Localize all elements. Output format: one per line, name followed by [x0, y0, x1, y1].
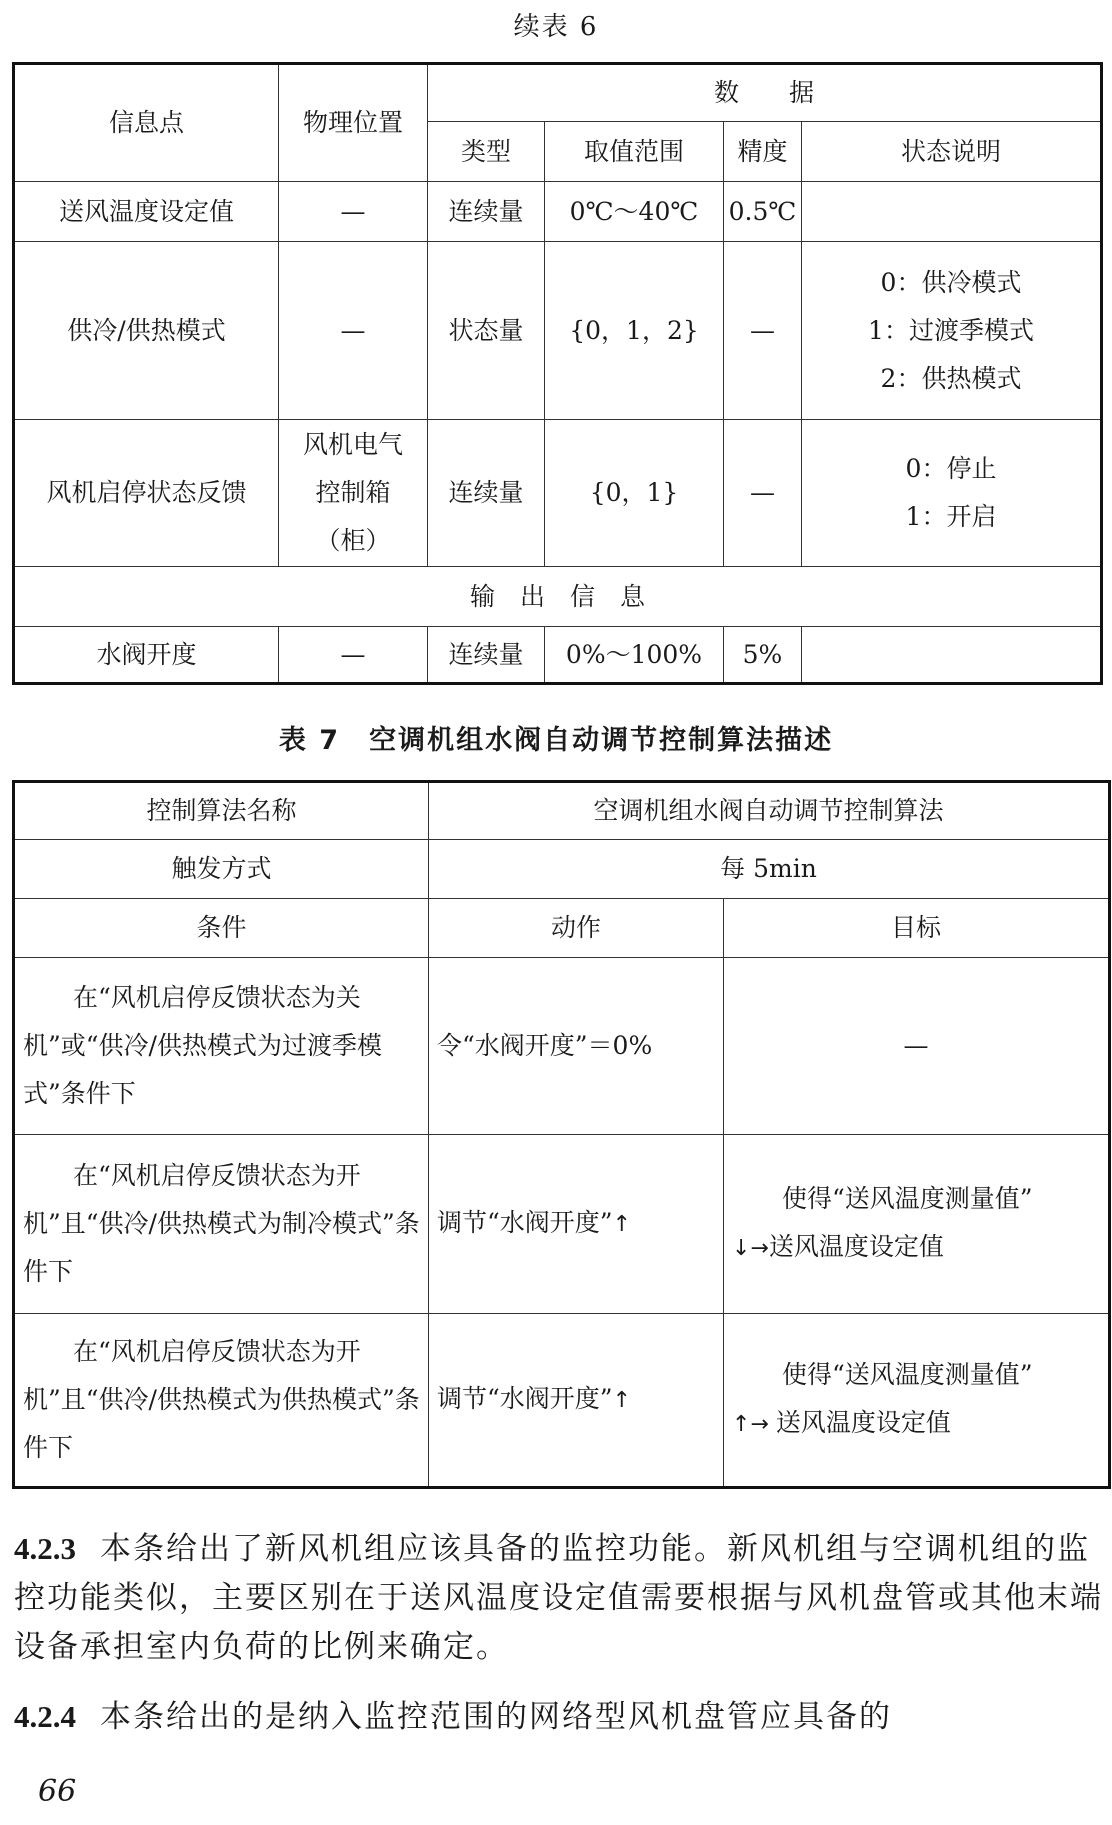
cell-precision: 5% — [724, 627, 802, 684]
clause-number: 4.2.3 — [14, 1531, 76, 1566]
status-line: 0：停止 — [905, 454, 997, 483]
location-line: 控制箱 — [315, 478, 391, 507]
cell-action — [429, 1135, 724, 1314]
cell-target — [724, 1314, 1110, 1488]
cell-info-point: 供冷/供热模式 — [14, 242, 279, 420]
status-line: 0：供冷模式 — [880, 267, 1022, 297]
cell-range: {0，1，2} — [545, 242, 724, 420]
status-line: 1：开启 — [905, 502, 997, 531]
cell-condition: 在“风机启停反馈状态为开机”且“供冷/供热模式为制冷模式”条件下 — [14, 1135, 429, 1314]
arrow-up-right-icon: ↑→ — [732, 1412, 776, 1437]
cell-target: — — [724, 958, 1110, 1135]
target-line: 送风温度设定值 — [775, 1408, 951, 1437]
cell-status — [802, 627, 1102, 684]
target-line: 送风温度设定值 — [768, 1232, 944, 1261]
target-line: 使得“送风温度测量值” — [782, 1360, 1033, 1389]
paragraph-4-2-4 — [14, 1692, 1104, 1742]
table-row — [14, 627, 1102, 684]
cell-info-point: 风机启停状态反馈 — [14, 420, 279, 567]
cell-action: 令“水阀开度”＝0% — [429, 958, 724, 1135]
cell-location — [279, 420, 428, 567]
cell-location: — — [279, 182, 428, 242]
header-condition: 条件 — [14, 899, 429, 958]
cell-precision: — — [724, 242, 802, 420]
cell-status — [802, 182, 1102, 242]
header-data-group: 数 据 — [428, 64, 1102, 122]
status-line: 1：过渡季模式 — [868, 315, 1034, 345]
cell-condition: 在“风机启停反馈状态为关机”或“供冷/供热模式为过渡季模式”条件下 — [14, 958, 429, 1135]
arrow-up-icon: ↑ — [612, 1212, 631, 1237]
table-row — [14, 958, 1110, 1135]
action-text: 调节“水阀开度” — [437, 1208, 613, 1237]
table-7 — [12, 780, 1111, 1489]
cell-location: — — [279, 242, 428, 420]
cell-location: — — [279, 627, 428, 684]
cell-type: 状态量 — [428, 242, 545, 420]
cell-type: 连续量 — [428, 182, 545, 242]
header-action: 动作 — [429, 899, 724, 958]
location-line: （柜） — [315, 526, 391, 555]
cell-range: 0℃～40℃ — [545, 182, 724, 242]
table-row — [14, 1135, 1110, 1314]
header-info-point: 信息点 — [14, 64, 279, 182]
action-text: 调节“水阀开度” — [437, 1384, 613, 1413]
cell-precision: — — [724, 420, 802, 567]
header-status-desc: 状态说明 — [802, 122, 1102, 182]
cell-type: 连续量 — [428, 420, 545, 567]
trigger-label: 触发方式 — [14, 840, 429, 899]
location-line: 风机电气 — [302, 430, 403, 459]
header-location: 物理位置 — [279, 64, 428, 182]
trigger-value: 每 5min — [429, 840, 1110, 899]
cell-range: 0%～100% — [545, 627, 724, 684]
header-target: 目标 — [724, 899, 1110, 958]
cell-action — [429, 1314, 724, 1488]
header-type: 类型 — [428, 122, 545, 182]
target-line: 使得“送风温度测量值” — [782, 1184, 1033, 1213]
table6-continuation-title: 续表 6 — [513, 12, 599, 42]
algorithm-name-value: 空调机组水阀自动调节控制算法 — [429, 782, 1110, 840]
cell-target — [724, 1135, 1110, 1314]
table7-caption: 表 7 空调机组水阀自动调节控制算法描述 — [278, 725, 834, 756]
cell-info-point: 送风温度设定值 — [14, 182, 279, 242]
table-row — [14, 420, 1102, 567]
table-6 — [12, 62, 1103, 685]
cell-type: 连续量 — [428, 627, 545, 684]
arrow-down-right-icon: ↓→ — [732, 1236, 769, 1261]
cell-status — [802, 242, 1102, 420]
header-precision: 精度 — [724, 122, 802, 182]
page-number: 66 — [38, 1774, 77, 1809]
status-line: 2：供热模式 — [880, 363, 1022, 393]
paragraph-4-2-3 — [14, 1524, 1104, 1672]
cell-range: {0，1} — [545, 420, 724, 567]
section-output-info: 输 出 信 息 — [14, 567, 1102, 627]
clause-number: 4.2.4 — [14, 1699, 76, 1734]
table-row — [14, 242, 1102, 420]
paragraph-text: 本条给出的是纳入监控范围的网络型风机盘管应具备的 — [100, 1699, 892, 1735]
paragraph-text: 本条给出了新风机组应该具备的监控功能。新风机组与空调机组的监控功能类似，主要区别在于送风温度设定值需要根据与风机盘管或其他末端设备承担室内负荷的比例来确定。 — [14, 1531, 1103, 1665]
cell-status — [802, 420, 1102, 567]
arrow-up-icon: ↑ — [612, 1388, 631, 1413]
table-row — [14, 182, 1102, 242]
table-row — [14, 1314, 1110, 1488]
cell-precision: 0.5℃ — [724, 182, 802, 242]
algorithm-name-label: 控制算法名称 — [14, 782, 429, 840]
header-range: 取值范围 — [545, 122, 724, 182]
cell-condition: 在“风机启停反馈状态为开机”且“供冷/供热模式为供热模式”条件下 — [14, 1314, 429, 1488]
cell-info-point: 水阀开度 — [14, 627, 279, 684]
